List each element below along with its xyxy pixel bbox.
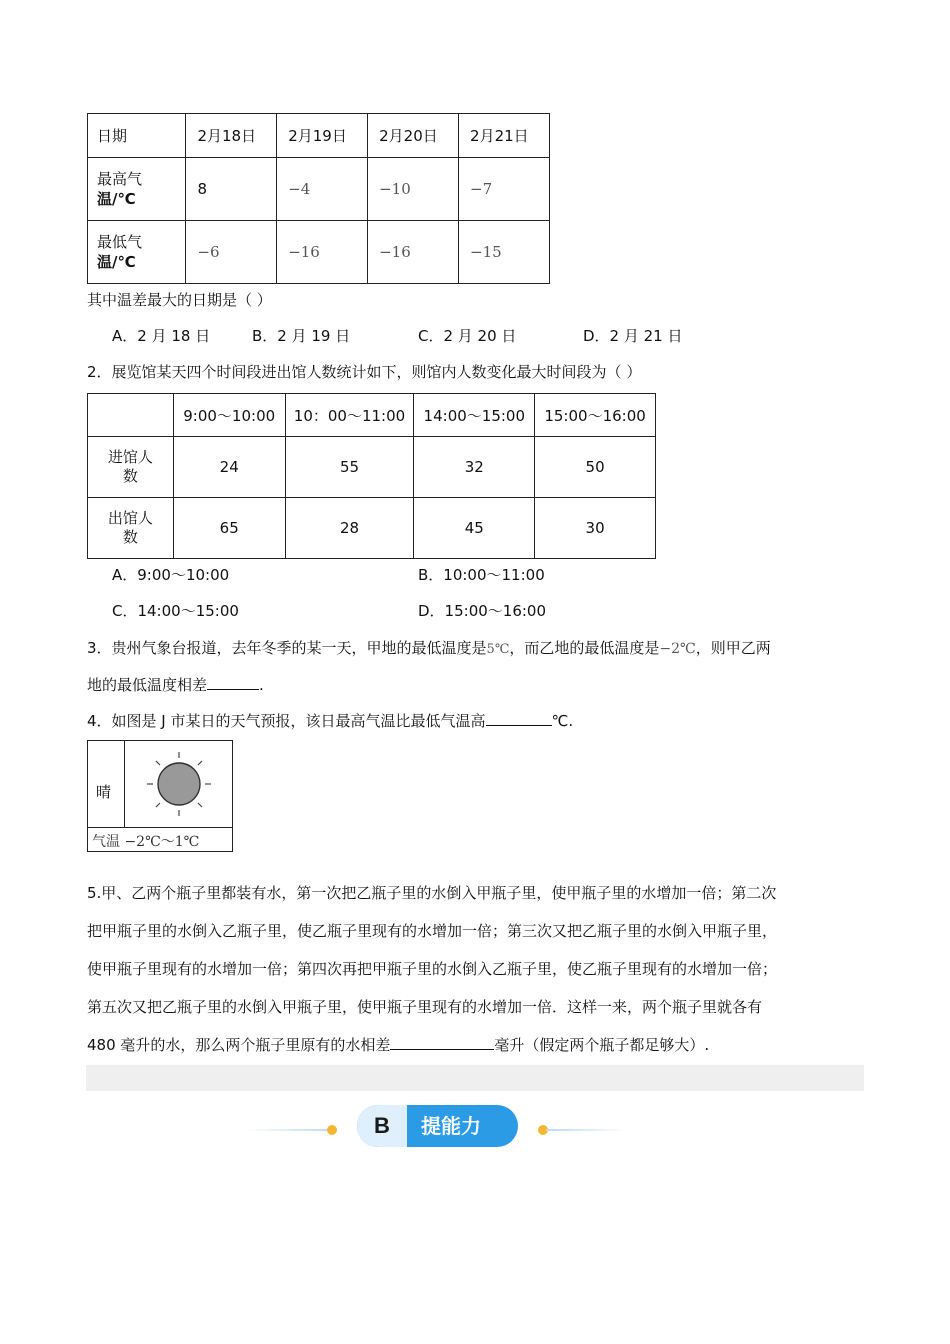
q1-option-a: A．2 月 18 日 bbox=[112, 327, 211, 345]
banner-title: 提能力 bbox=[421, 1114, 481, 1138]
header-feb18: 2月18日 bbox=[186, 114, 277, 158]
row-label-out: 出馆人 数 bbox=[88, 498, 174, 559]
q4-answer-blank[interactable] bbox=[486, 711, 552, 726]
q5-line2: 把甲瓶子里的水倒入乙瓶子里，使乙瓶子里现有的水增加一倍；第三次又把乙瓶子里的水倒入甲瓶子里， bbox=[87, 922, 778, 940]
in-slot3: 32 bbox=[414, 437, 535, 498]
divider-bar bbox=[86, 1065, 864, 1091]
out-slot1: 65 bbox=[173, 498, 285, 559]
high-feb19: −4 bbox=[277, 158, 368, 221]
header-slot3: 14:00～15:00 bbox=[414, 394, 535, 437]
q1-question: 其中温差最大的日期是（ ） bbox=[87, 291, 272, 309]
q3-temp1: 5℃ bbox=[486, 642, 510, 657]
header-date: 日期 bbox=[88, 114, 186, 158]
row-label-low: 最低气 温/℃ bbox=[88, 221, 186, 284]
out-slot4: 30 bbox=[535, 498, 656, 559]
temperature-table bbox=[87, 113, 550, 284]
header-feb20: 2月20日 bbox=[368, 114, 459, 158]
high-feb20: −10 bbox=[368, 158, 459, 221]
q4-question: 4．如图是 J 市某日的天气预报，该日最高气温比最低气温高 ℃. bbox=[87, 712, 574, 730]
header-empty bbox=[88, 394, 174, 437]
visitor-table bbox=[87, 393, 656, 559]
header-slot1: 9:00～10:00 bbox=[173, 394, 285, 437]
q1-option-b: B．2 月 19 日 bbox=[252, 327, 351, 345]
header-feb19: 2月19日 bbox=[277, 114, 368, 158]
in-slot1: 24 bbox=[173, 437, 285, 498]
weather-forecast-box bbox=[87, 740, 233, 852]
sun-icon bbox=[142, 749, 222, 821]
q5-line1: 5.甲、乙两个瓶子里都装有水，第一次把乙瓶子里的水倒入甲瓶子里，使甲瓶子里的水增加一倍；第二次 bbox=[87, 884, 777, 902]
banner-left-line bbox=[248, 1129, 330, 1131]
out-slot3: 45 bbox=[414, 498, 535, 559]
q5-line4: 第五次又把乙瓶子里的水倒入甲瓶子里，使甲瓶子里现有的水增加一倍．这样一来，两个瓶子里就各有 bbox=[87, 998, 763, 1016]
row-label-high: 最高气 温/℃ bbox=[88, 158, 186, 221]
out-slot2: 28 bbox=[285, 498, 414, 559]
high-feb21: −7 bbox=[459, 158, 550, 221]
banner-right-line bbox=[546, 1129, 626, 1131]
q3-line2: 地的最低温度相差 . bbox=[87, 676, 264, 694]
q3-line1: 3．贵州气象台报道，去年冬季的某一天，甲地的最低温度是5℃，而乙地的最低温度是−2℃，则甲乙两 bbox=[87, 639, 771, 657]
q2-option-a: A．9:00～10:00 bbox=[112, 566, 230, 584]
header-slot2: 10：00～11:00 bbox=[285, 394, 414, 437]
high-feb18: 8 bbox=[186, 158, 277, 221]
q5-answer-blank[interactable] bbox=[390, 1035, 494, 1050]
q2-option-c: C．14:00～15:00 bbox=[112, 602, 239, 620]
q1-option-d: D．2 月 21 日 bbox=[583, 327, 683, 345]
q2-question: 2．展览馆某天四个时间段进出馆人数统计如下，则馆内人数变化最大时间段为（ ） bbox=[87, 363, 642, 381]
low-feb21: −15 bbox=[459, 221, 550, 284]
header-feb21: 2月21日 bbox=[459, 114, 550, 158]
banner-left-dot bbox=[327, 1125, 337, 1135]
weather-label: 晴 bbox=[96, 783, 112, 801]
low-feb19: −16 bbox=[277, 221, 368, 284]
q2-option-b: B．10:00～11:00 bbox=[418, 566, 545, 584]
row-label-in: 进馆人 数 bbox=[88, 437, 174, 498]
weather-temp-range: 气温 −2℃～1℃ bbox=[92, 834, 200, 850]
low-feb18: −6 bbox=[186, 221, 277, 284]
banner-letter: B bbox=[374, 1113, 390, 1138]
in-slot4: 50 bbox=[535, 437, 656, 498]
q2-option-d: D．15:00～16:00 bbox=[418, 602, 547, 620]
q3-temp2: −2℃ bbox=[659, 641, 696, 657]
header-slot4: 15:00～16:00 bbox=[535, 394, 656, 437]
q1-option-c: C．2 月 20 日 bbox=[418, 327, 517, 345]
banner-pill bbox=[357, 1105, 518, 1147]
q5-line3: 使甲瓶子里现有的水增加一倍；第四次再把甲瓶子里的水倒入乙瓶子里，使乙瓶子里现有的水增加一倍； bbox=[87, 960, 778, 978]
low-feb20: −16 bbox=[368, 221, 459, 284]
q3-answer-blank[interactable] bbox=[207, 675, 259, 690]
q5-line5: 480 毫升的水，那么两个瓶子里原有的水相差 毫升（假定两个瓶子都足够大）. bbox=[87, 1036, 710, 1054]
in-slot2: 55 bbox=[285, 437, 414, 498]
